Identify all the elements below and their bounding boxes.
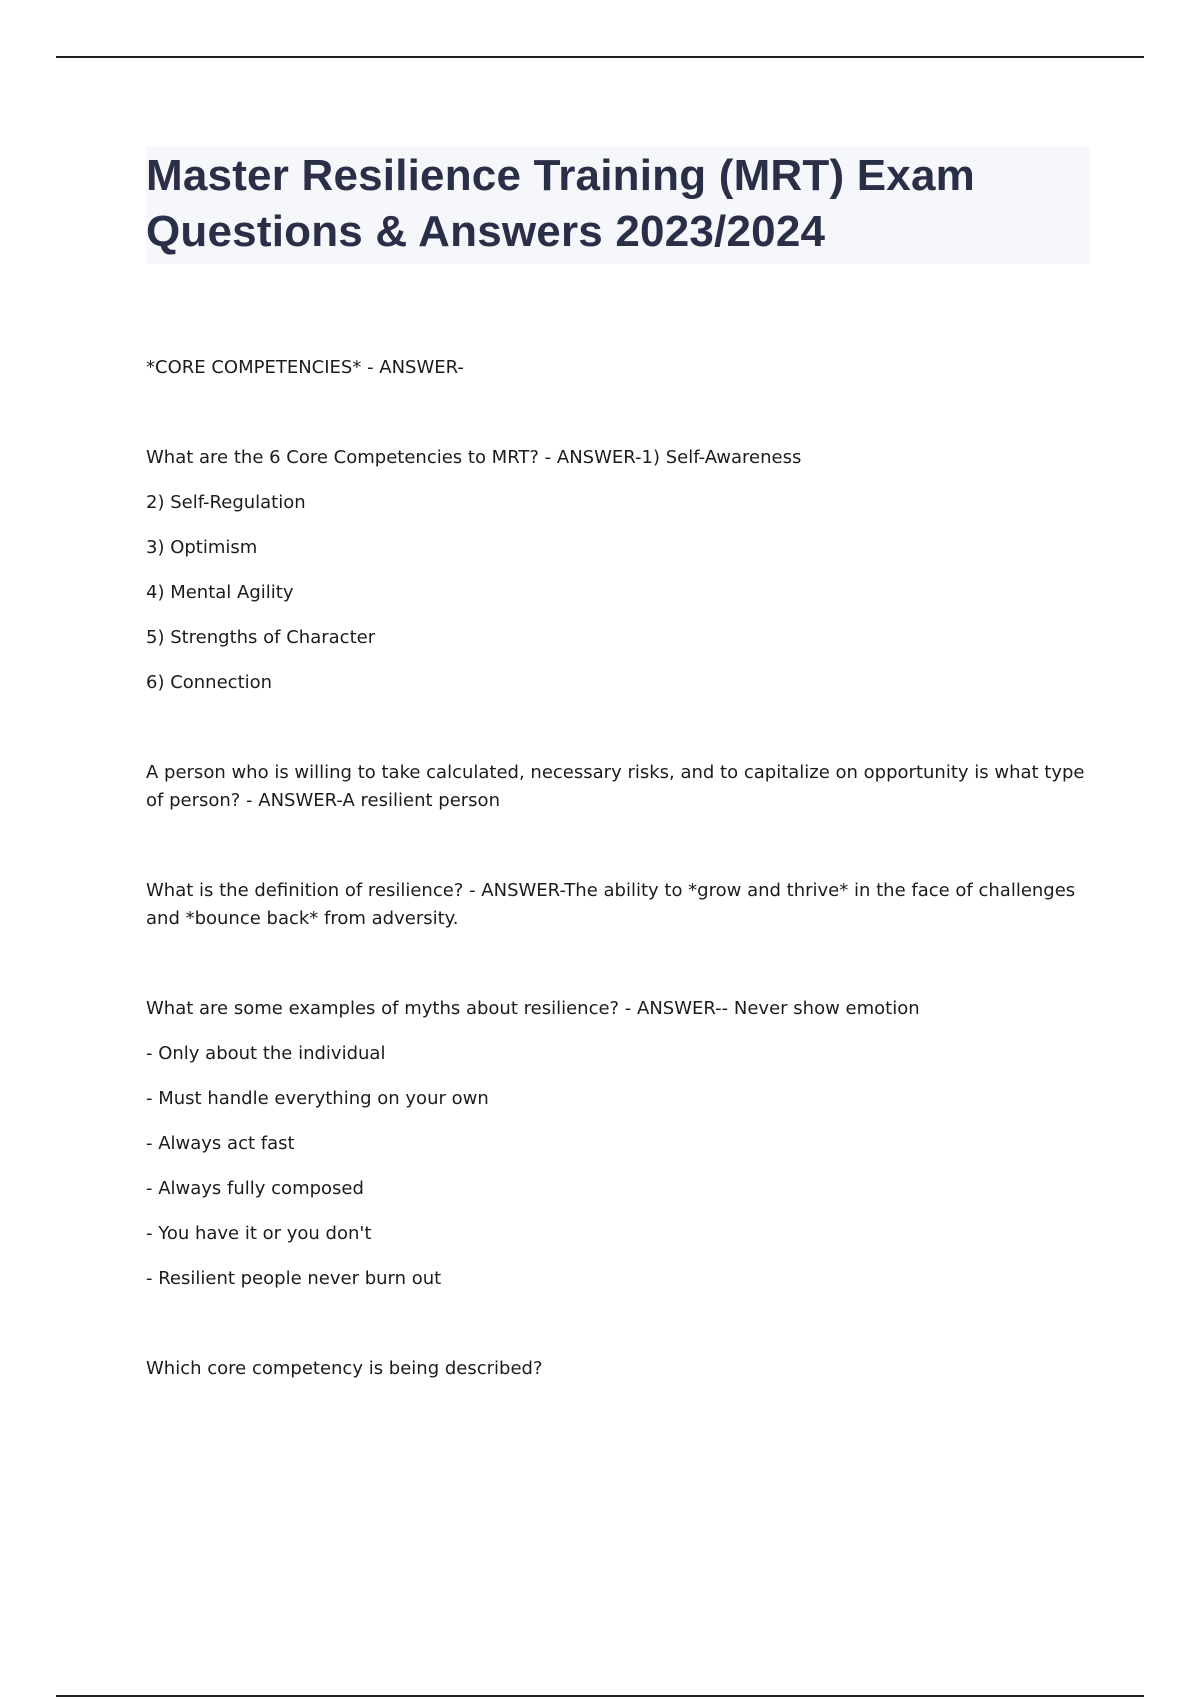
question-line: What are the 6 Core Competencies to MRT? - ANSWER-1) Self-Awareness: [146, 447, 802, 468]
top-rule: [56, 56, 1144, 58]
qa-myths: [146, 995, 1090, 1293]
question-line: What is the definition of resilience? - ANSWER-The ability to *grow and thrive* in the face of challenges and *bounce back* from adversity.: [146, 880, 1076, 929]
answer-line: - Always act fast: [146, 1133, 295, 1154]
answer-line: - Only about the individual: [146, 1043, 386, 1064]
document-title: Master Resilience Training (MRT) Exam Questions & Answers 2023/2024: [146, 151, 975, 256]
answer-line: 5) Strengths of Character: [146, 627, 376, 648]
answer-line: - Resilient people never burn out: [146, 1268, 442, 1289]
document-body: [146, 146, 1090, 1383]
qa-resilient-person: [146, 759, 1090, 815]
answer-line: - You have it or you don't: [146, 1223, 372, 1244]
answer-line: 6) Connection: [146, 672, 273, 693]
qa-core-competencies: [146, 444, 1090, 697]
question-line: A person who is willing to take calculated, necessary risks, and to capitalize on opportunity is what type of person? - ANSWER-A resilient person: [146, 762, 1085, 811]
qa-which-competency: [146, 1355, 1090, 1383]
answer-line: 3) Optimism: [146, 537, 258, 558]
section-heading: *CORE COMPETENCIES* - ANSWER-: [146, 357, 464, 378]
answer-line: - Always fully composed: [146, 1178, 364, 1199]
answer-line: 2) Self-Regulation: [146, 492, 306, 513]
bottom-rule: [56, 1695, 1144, 1697]
answer-line: 4) Mental Agility: [146, 582, 294, 603]
question-line: Which core competency is being described?: [146, 1358, 543, 1379]
question-line: What are some examples of myths about resilience? - ANSWER-- Never show emotion: [146, 998, 920, 1019]
qa-definition: [146, 877, 1090, 933]
answer-line: - Must handle everything on your own: [146, 1088, 489, 1109]
title-block: [146, 146, 1090, 264]
